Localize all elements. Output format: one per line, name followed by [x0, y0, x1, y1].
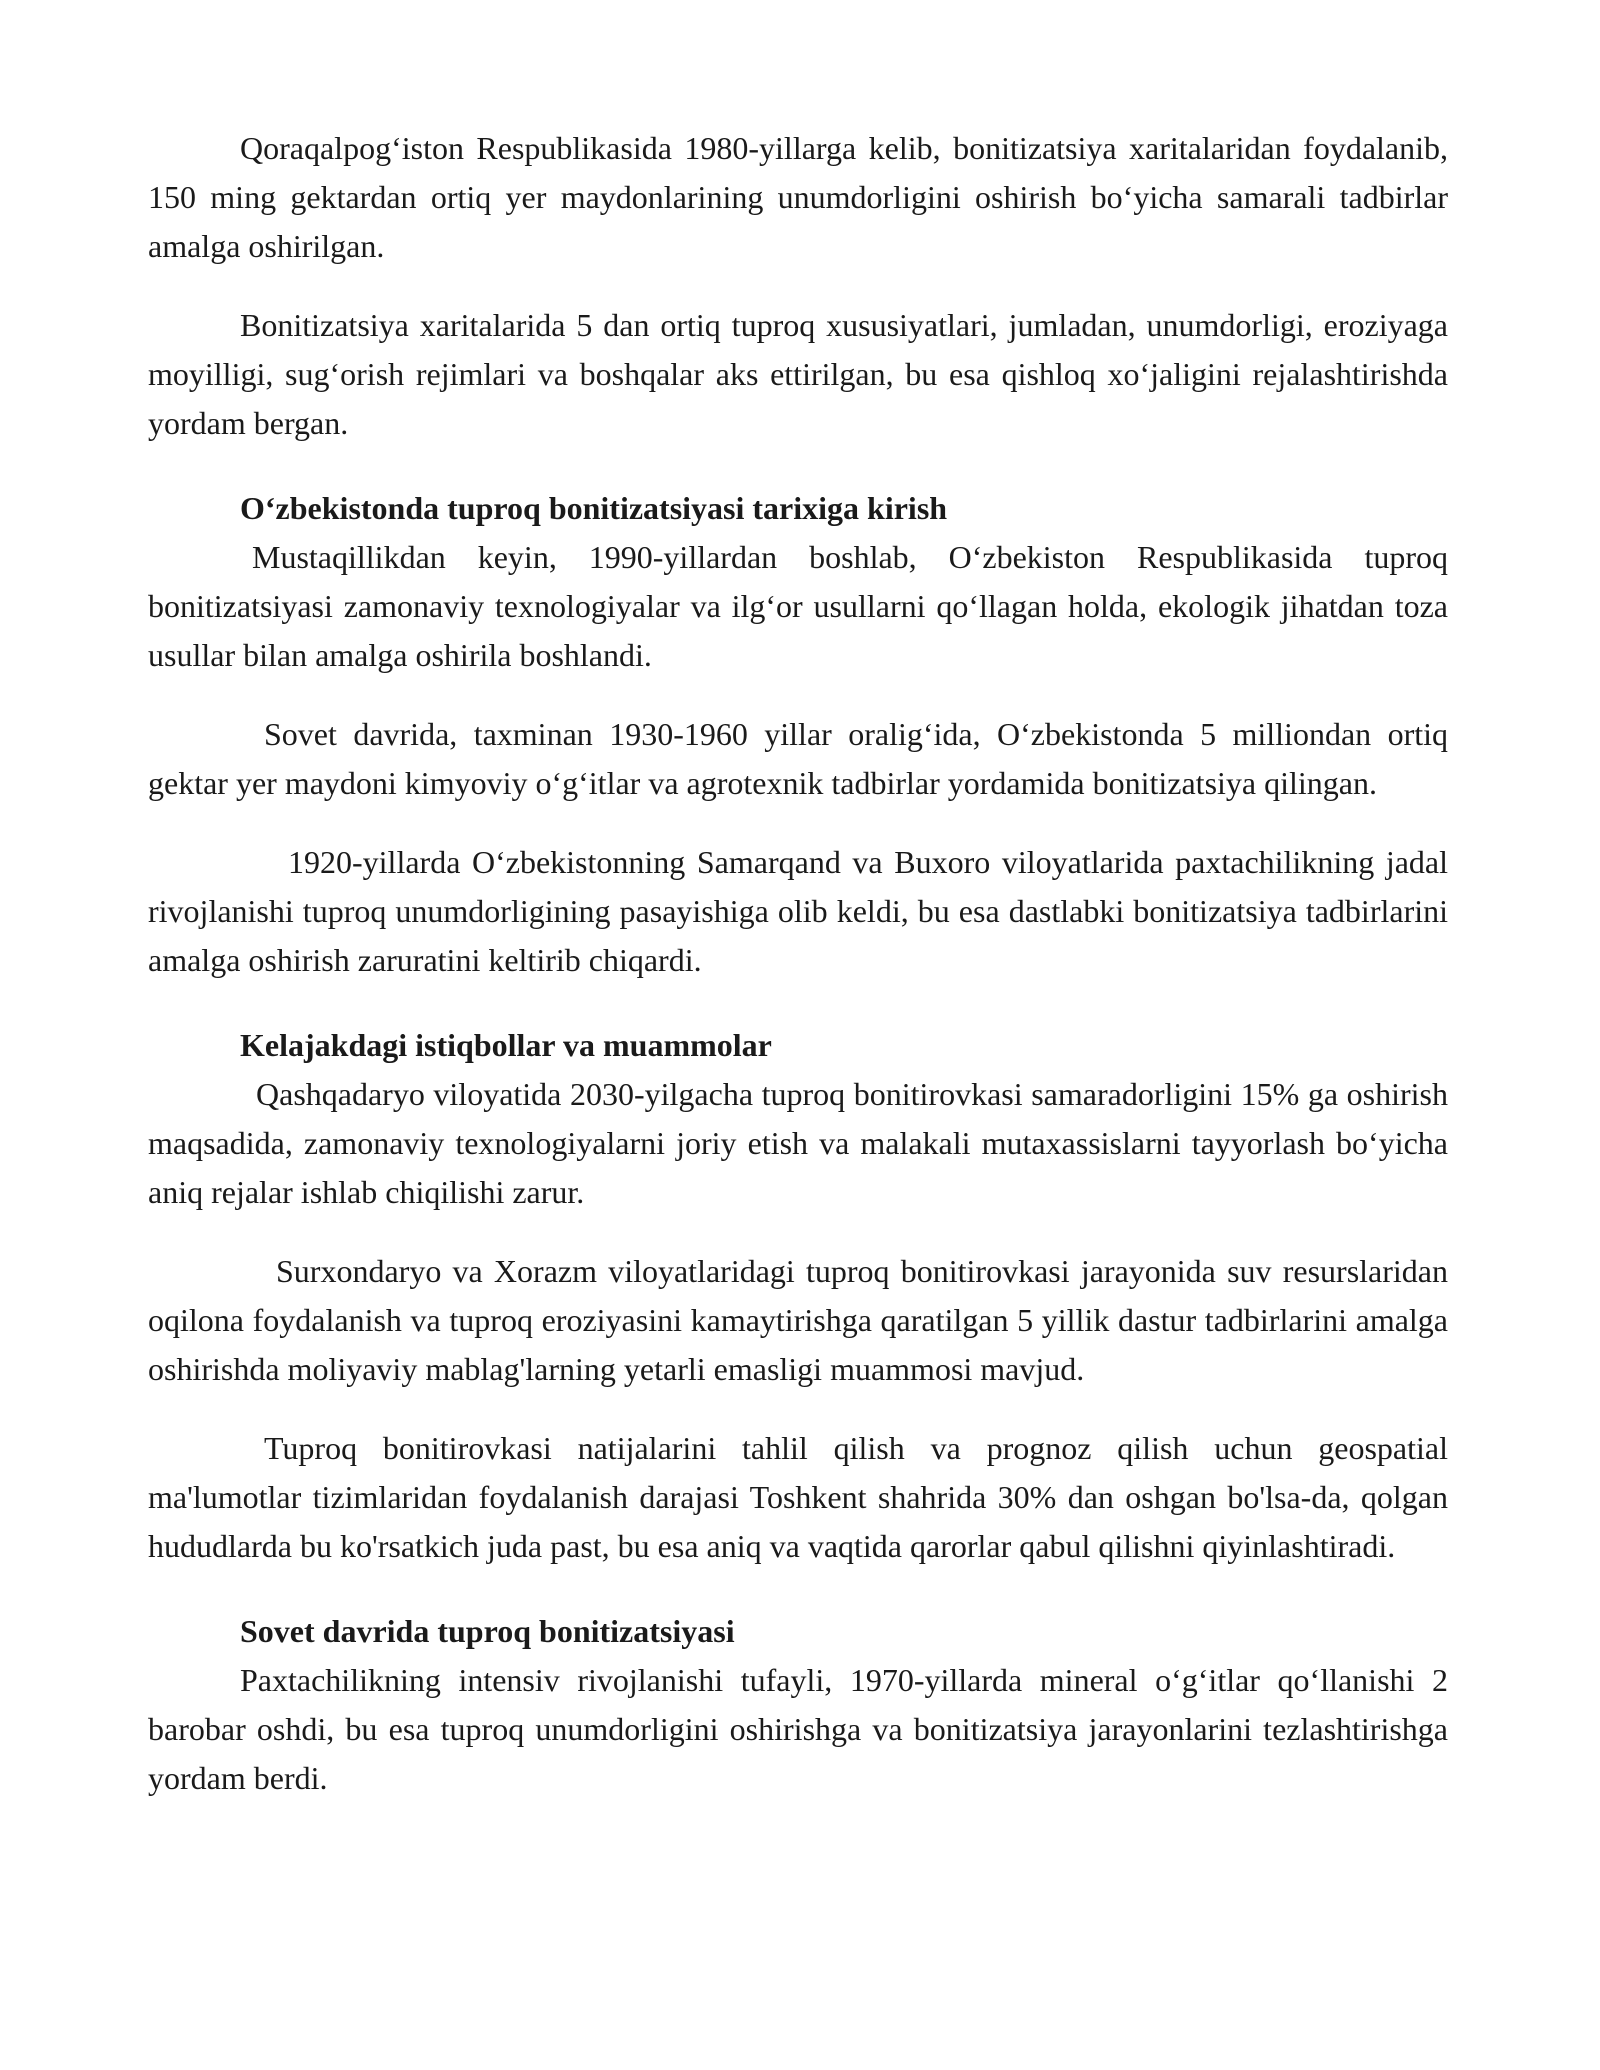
paragraph-soviet-period: Sovet davrida, taxminan 1930-1960 yillar oralig‘ida, O‘zbekistonda 5 milliondan ortiq gektar yer maydoni kimyoviy o‘g‘itlar va agrotexnik tadbirlar yordamida bonitizatsiya qilingan. [148, 716, 1448, 801]
document-page [148, 124, 1448, 1803]
heading-soviet-bonitization: Sovet davrida tuproq bonitizatsiyasi [240, 1613, 735, 1649]
paragraph-surkhandarya: Surxondaryo va Xorazm viloyatlaridagi tuproq bonitirovkasi jarayonida suv resurslaridan oqilona foydalanish va tuproq eroziyasini kamaytirishga qaratilgan 5 yillik dastur tadbirlarini amalga oshirishda moliyaviy mablag'larning yetarli emasligi muammosi mavjud. [148, 1253, 1448, 1387]
paragraph-kashkadarya: Qashqadaryo viloyatida 2030-yilgacha tuproq bonitirovkasi samaradorligini 15% ga oshirish maqsadida, zamonaviy texnologiyalarni joriy etish va malakali mutaxassislarni tayyorlash bo‘yicha aniq rejalar ishlab chiqilishi zarur. [148, 1076, 1448, 1210]
paragraph-bonitization-maps: Bonitizatsiya xaritalarida 5 dan ortiq tuproq xususiyatlari, jumladan, unumdorligi, eroziyaga moyilligi, sug‘orish rejimlari va boshqalar aks ettirilgan, bu esa qishloq xo‘jaligini rejalashtirishda yordam bergan. [148, 307, 1448, 441]
paragraph-independence: Mustaqillikdan keyin, 1990-yillardan boshlab, O‘zbekiston Respublikasida tuproq bonitizatsiyasi zamonaviy texnologiyalar va ilg‘or usullarni qo‘llagan holda, ekologik jihatdan toza usullar bilan amalga oshirila boshlandi. [148, 539, 1448, 673]
paragraph-cotton-1970s: Paxtachilikning intensiv rivojlanishi tufayli, 1970-yillarda mineral o‘g‘itlar qo‘llanishi 2 barobar oshdi, bu esa tuproq unumdorligini oshirishga va bonitizatsiya jarayonlarini tezlashtirishga yordam berdi. [148, 1662, 1448, 1796]
heading-history-intro: O‘zbekistonda tuproq bonitizatsiyasi tarixiga kirish [240, 490, 948, 526]
paragraph-karakalpakstan: Qoraqalpog‘iston Respublikasida 1980-yillarga kelib, bonitizatsiya xaritalaridan foydalanib, 150 ming gektardan ortiq yer maydonlarining unumdorligini oshirish bo‘yicha samarali tadbirlar amalga oshirilgan. [148, 130, 1448, 264]
paragraph-1920s: 1920-yillarda O‘zbekistonning Samarqand va Buxoro viloyatlarida paxtachilikning jadal rivojlanishi tuproq unumdorligining pasayishiga olib keldi, bu esa dastlabki bonitizatsiya tadbirlarini amalga oshirish zaruratini keltirib chiqardi. [148, 844, 1448, 978]
paragraph-geospatial: Tuproq bonitirovkasi natijalarini tahlil qilish va prognoz qilish uchun geospatial ma'lumotlar tizimlaridan foydalanish darajasi Toshkent shahrida 30% dan oshgan bo'lsa-da, qolgan hududlarda bu ko'rsatkich juda past, bu esa aniq va vaqtida qarorlar qabul qilishni qiyinlashtiradi. [148, 1430, 1448, 1564]
heading-future-prospects: Kelajakdagi istiqbollar va muammolar [240, 1027, 772, 1063]
